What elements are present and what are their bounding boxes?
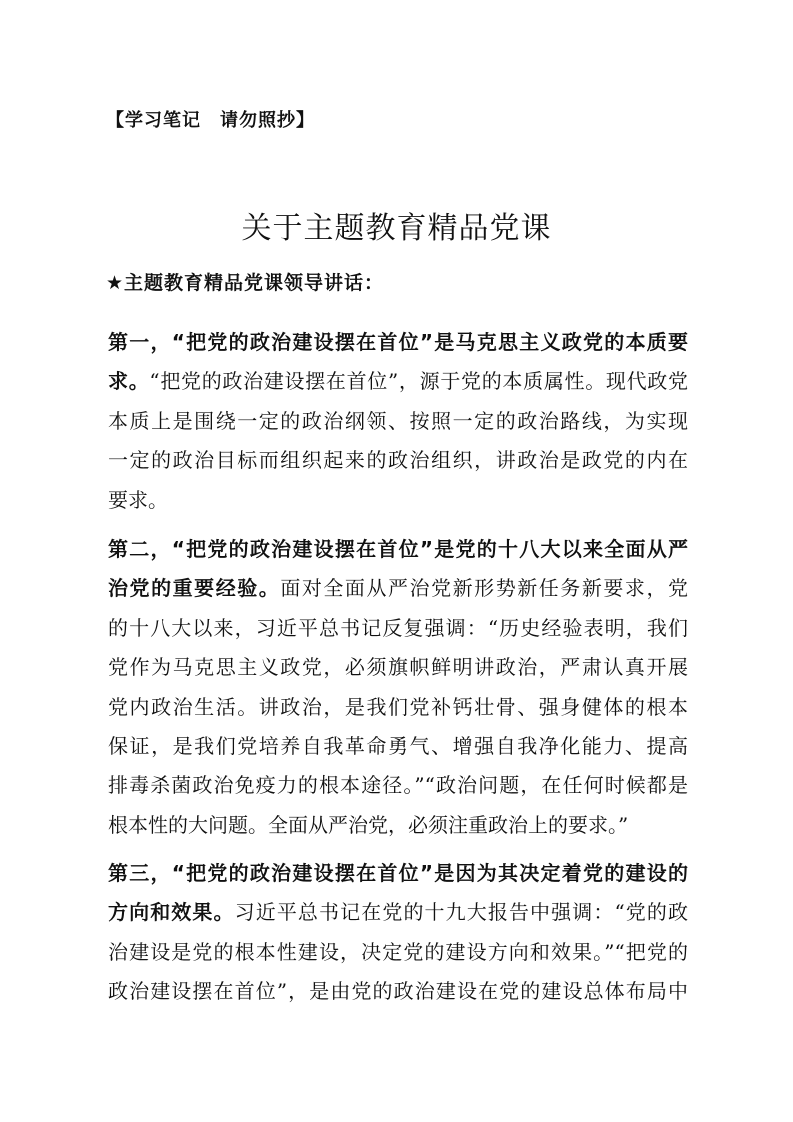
bold-lead-text: 求。: [108, 369, 150, 394]
study-note-label: 【学习笔记 请勿照抄】: [106, 110, 315, 131]
text-line: [108, 727, 688, 766]
body-text: 习近平总书记在党的十九大报告中强调：“党的政: [234, 900, 689, 925]
body-text: 的十八大以来，习近平总书记反复强调：“历史经验表明，我们: [108, 615, 688, 640]
text-line: [108, 362, 688, 401]
body-text: 面对全面从严治党新形势新任务新要求，党: [280, 576, 689, 601]
body-text: 一定的政治目标而组织起来的政治组织，讲政治是政党的内在: [108, 448, 688, 473]
text-line: [108, 766, 688, 805]
bold-lead-text: 第一，“把党的政治建设摆在首位”是马克思主义政党的本质要: [108, 330, 688, 354]
text-line: [108, 933, 688, 972]
bold-lead-text: 第三，“把党的政治建设摆在首位”是因为其决定着党的建设的: [108, 861, 688, 885]
text-line: [108, 441, 688, 480]
document-title: 关于主题教育精品党课: [241, 211, 552, 246]
text-line: [108, 806, 688, 845]
text-line: [108, 648, 688, 687]
text-line: [108, 972, 688, 1011]
body-text: 要求。: [108, 487, 168, 512]
text-line: [108, 481, 688, 520]
text-line: [108, 609, 688, 648]
text-line: [108, 402, 688, 441]
text-line: [108, 854, 688, 893]
bold-lead-text: 方向和效果。: [108, 900, 235, 925]
text-line: [108, 530, 688, 569]
body-text: 根本性的大问题。全面从严治党，必须注重政治上的要求。”: [108, 812, 629, 837]
text-line: [108, 569, 688, 608]
text-line: [108, 323, 688, 362]
body-text: “把党的政治建设摆在首位”，源于党的本质属性。现代政党: [149, 369, 689, 394]
section-subheading: ★主题教育精品党课领导讲话：: [106, 272, 385, 294]
body-text: 党作为马克思主义政党，必须旗帜鲜明讲政治，严肃认真开展: [108, 655, 688, 680]
body-text: 保证，是我们党培养自我革命勇气、增强自我净化能力、提高: [108, 733, 688, 758]
bold-lead-text: 治党的重要经验。: [108, 576, 281, 601]
text-line: [108, 893, 688, 932]
body-text: 政治建设摆在首位”，是由党的政治建设在党的建设总体布局中: [108, 979, 688, 1004]
paragraph-1: [108, 323, 688, 520]
body-text: 本质上是围绕一定的政治纲领、按照一定的政治路线，为实现: [108, 408, 688, 433]
bold-lead-text: 第二，“把党的政治建设摆在首位”是党的十八大以来全面从严: [108, 537, 688, 561]
paragraph-2: [108, 530, 688, 845]
body-text: 治建设是党的根本性建设，决定党的建设方向和效果。”“把党的: [108, 939, 688, 964]
body-text: 排毒杀菌政治免疫力的根本途径。”“政治问题，在任何时候都是: [108, 773, 688, 798]
text-line: [108, 688, 688, 727]
body-text: 党内政治生活。讲政治，是我们党补钙壮骨、强身健体的根本: [108, 694, 688, 719]
paragraph-3: [108, 854, 688, 1012]
